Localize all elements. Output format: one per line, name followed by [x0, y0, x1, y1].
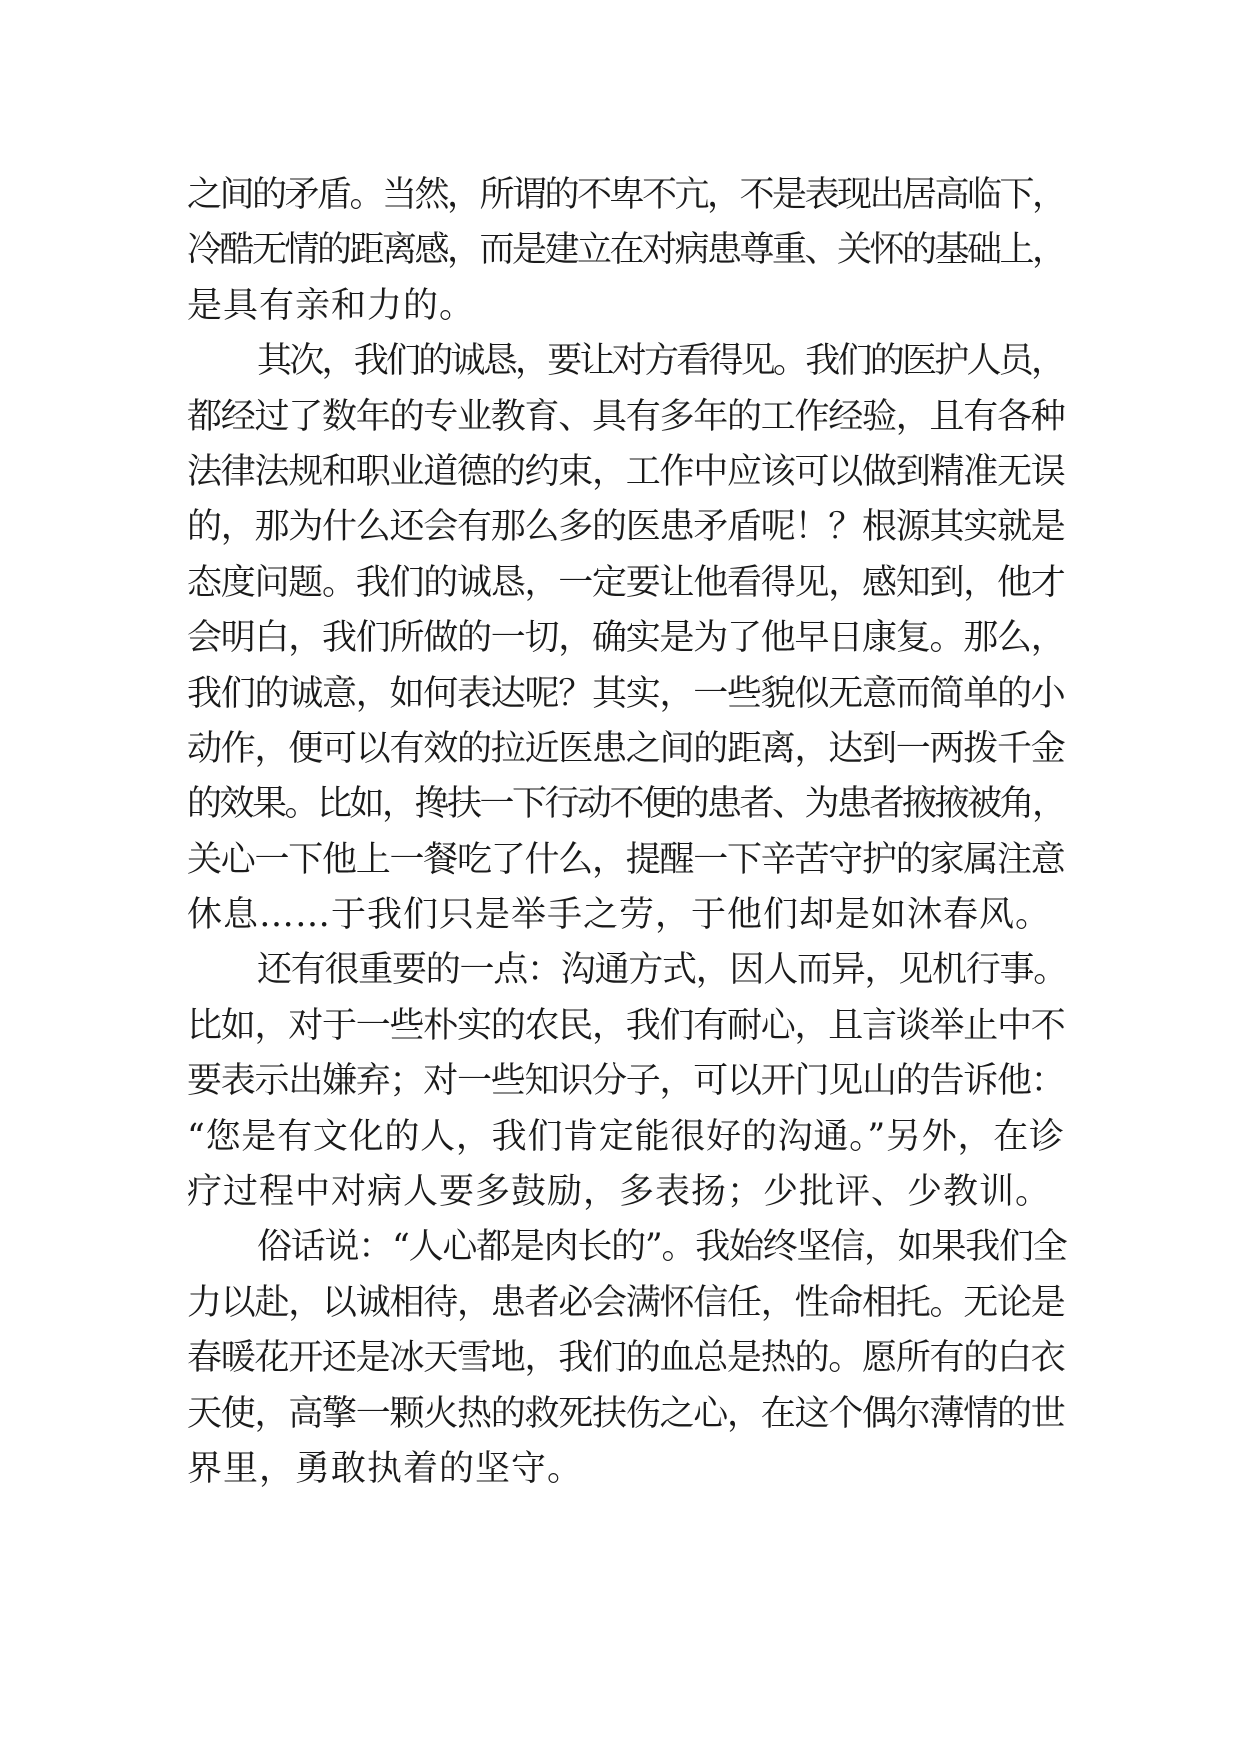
text-line: 都经过了数年的专业教育、具有多年的工作经验，且有各种	[187, 396, 1065, 437]
text-line: 的效果。比如，搀扶一下行动不便的患者、为患者掖掖被角，	[187, 784, 1065, 825]
text-line: 其次，我们的诚恳，要让对方看得见。我们的医护人员，	[257, 341, 1064, 382]
text-line: 休息……于我们只是举手之劳，于他们却是如沐春风。	[187, 895, 1052, 936]
text-line: 界里，勇敢执着的坚守。	[187, 1448, 584, 1489]
text-line: 之间的矛盾。当然，所谓的不卑不亢，不是表现出居高临下，	[187, 175, 1065, 215]
text-line: 法律法规和职业道德的约束，工作中应该可以做到精准无误	[187, 451, 1065, 492]
text-line: 关心一下他上一餐吃了什么，提醒一下辛苦守护的家属注意	[187, 839, 1065, 880]
document-body	[187, 168, 1067, 1497]
text-line: 我们的诚意，如何表达呢？其实，一些貌似无意而简单的小	[187, 673, 1065, 714]
text-line: 比如，对于一些朴实的农民，我们有耐心，且言谈举止中不	[187, 1005, 1065, 1046]
text-line: 的，那为什么还会有那么多的医患矛盾呢！？根源其实就是	[187, 507, 1065, 548]
text-line: 态度问题。我们的诚恳，一定要让他看得见，感知到，他才	[187, 562, 1065, 603]
text-line: 俗话说：“人心都是肉长的”。我始终坚信，如果我们全	[257, 1227, 1067, 1268]
text-line: 冷酷无情的距离感，而是建立在对病患尊重、关怀的基础上，	[187, 230, 1065, 271]
text-line: 会明白，我们所做的一切，确实是为了他早日康复。那么，	[187, 618, 1065, 659]
text-line: 动作，便可以有效的拉近医患之间的距离，达到一两拨千金	[187, 728, 1065, 769]
text-line: 是具有亲和力的。	[187, 285, 476, 326]
text-line: 力以赴，以诚相待，患者必会满怀信任，性命相托。无论是	[187, 1282, 1065, 1323]
text-line: 要表示出嫌弃；对一些知识分子，可以开门见山的告诉他：	[187, 1061, 1065, 1102]
text-line: 还有很重要的一点：沟通方式，因人而异，见机行事。	[257, 950, 1068, 991]
text-line: 春暖花开还是冰天雪地，我们的血总是热的。愿所有的白衣	[187, 1338, 1065, 1379]
text-line: 天使，高擎一颗火热的救死扶伤之心，在这个偶尔薄情的世	[187, 1393, 1065, 1434]
text-line: 疗过程中对病人要多鼓励，多表扬；少批评、少教训。	[187, 1172, 1052, 1213]
text-line: “您是有文化的人，我们肯定能很好的沟通。”另外，在诊	[187, 1116, 1065, 1157]
